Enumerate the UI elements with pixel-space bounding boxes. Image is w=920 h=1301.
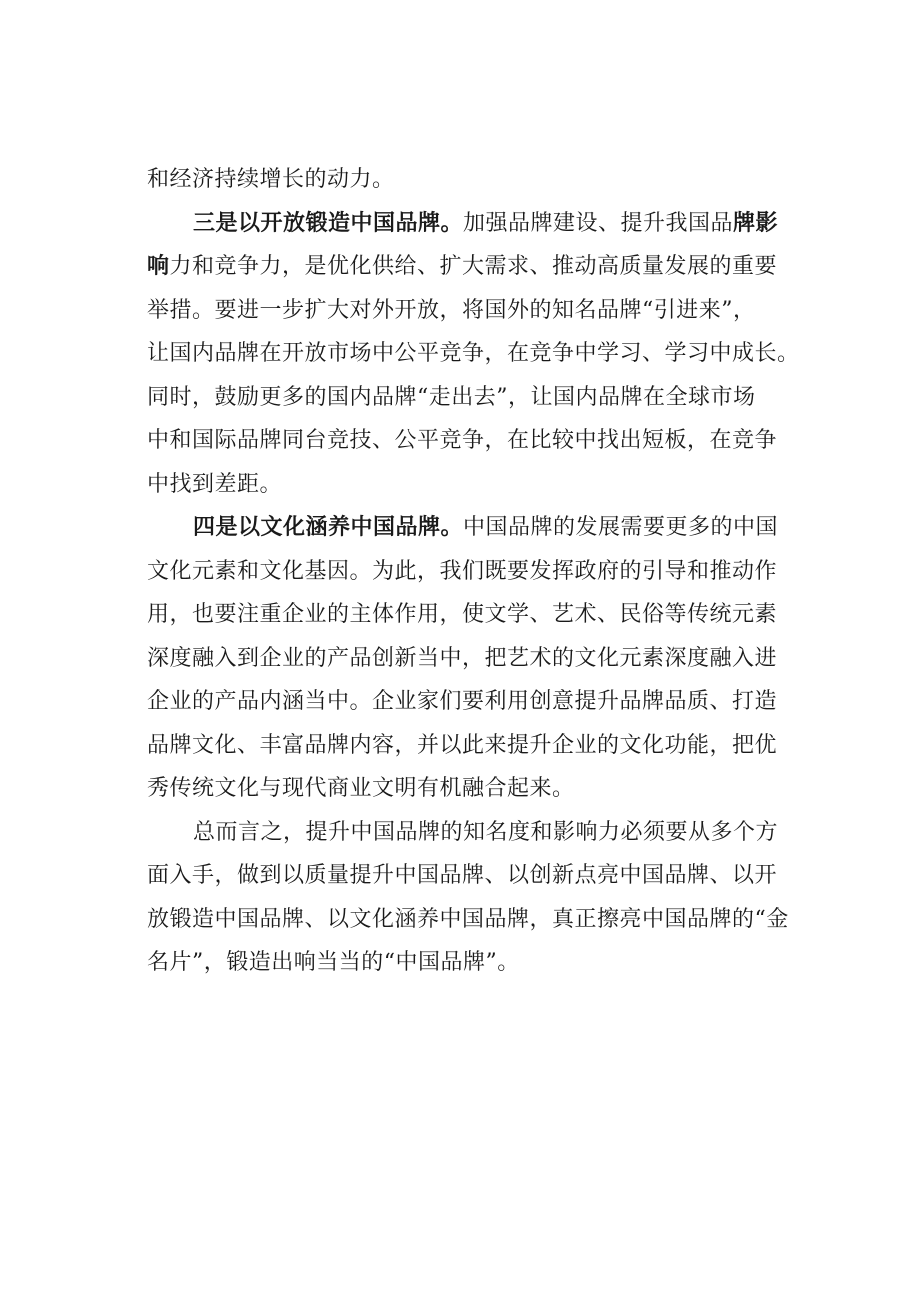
paragraph-line: 品牌文化、丰富品牌内容，并以此来提升企业的文化功能，把优 [147,732,778,758]
paragraph-text: 加强品牌建设、提升我国品 [463,210,734,236]
paragraph-3-line-2 [147,245,807,289]
paragraph-line: 名片”，锻造出响当当的“中国品牌”。 [147,950,520,975]
paragraph-line: 面入手，做到以质量提升中国品牌、以创新点亮中国品牌、以开 [147,863,778,888]
paragraph-line: 和经济持续增长的动力。 [147,167,395,192]
paragraph-line: 中和国际品牌同台竞技、公平竞争，在比较中找出短板，在竞争 [147,428,778,453]
paragraph-text-bold: 牌影 [733,210,779,236]
paragraph-3-line-1 [147,202,807,246]
paragraph-4-line-1 [147,506,807,550]
paragraph-line: 举措。要进一步扩大对外开放，将国外的知名品牌“引进来”， [147,297,756,323]
paragraph-line: 深度融入到企业的产品创新当中，把艺术的文化元素深度融入进 [147,645,778,671]
paragraph-line: 让国内品牌在开放市场中公平竞争，在竞争中学习、学习中成长。 [147,341,800,366]
paragraph-line: 中找到差距。 [147,471,283,497]
paragraph-line: 用，也要注重企业的主体作用，使文学、艺术、民俗等传统元素 [147,602,778,627]
paragraph-line: 总而言之，提升中国品牌的知名度和影响力必须要从多个方 [193,819,779,845]
paragraph-text: 力和竞争力，是优化供给、扩大需求、推动高质量发展的重要 [169,254,778,279]
paragraph-line: 放锻造中国品牌、以文化涵养中国品牌，真正擦亮中国品牌的“金 [147,906,789,932]
paragraph-text-bold: 响 [147,254,170,279]
paragraph-3-heading: 三是以开放锻造中国品牌。 [193,210,464,236]
paragraph-line: 企业的产品内涵当中。企业家们要利用创意提升品牌品质、打造 [147,689,778,714]
paragraph-4-heading: 四是以文化涵养中国品牌。 [193,515,464,540]
document-page [147,158,807,985]
paragraph-line: 同时，鼓励更多的国内品牌“走出去”，让国内品牌在全球市场 [147,384,756,410]
paragraph-line: 文化元素和文化基因。为此，我们既要发挥政府的引导和推动作 [147,558,778,584]
paragraph-line: 秀传统文化与现代商业文明有机融合起来。 [147,776,575,801]
paragraph-text: 中国品牌的发展需要更多的中国 [463,515,779,540]
